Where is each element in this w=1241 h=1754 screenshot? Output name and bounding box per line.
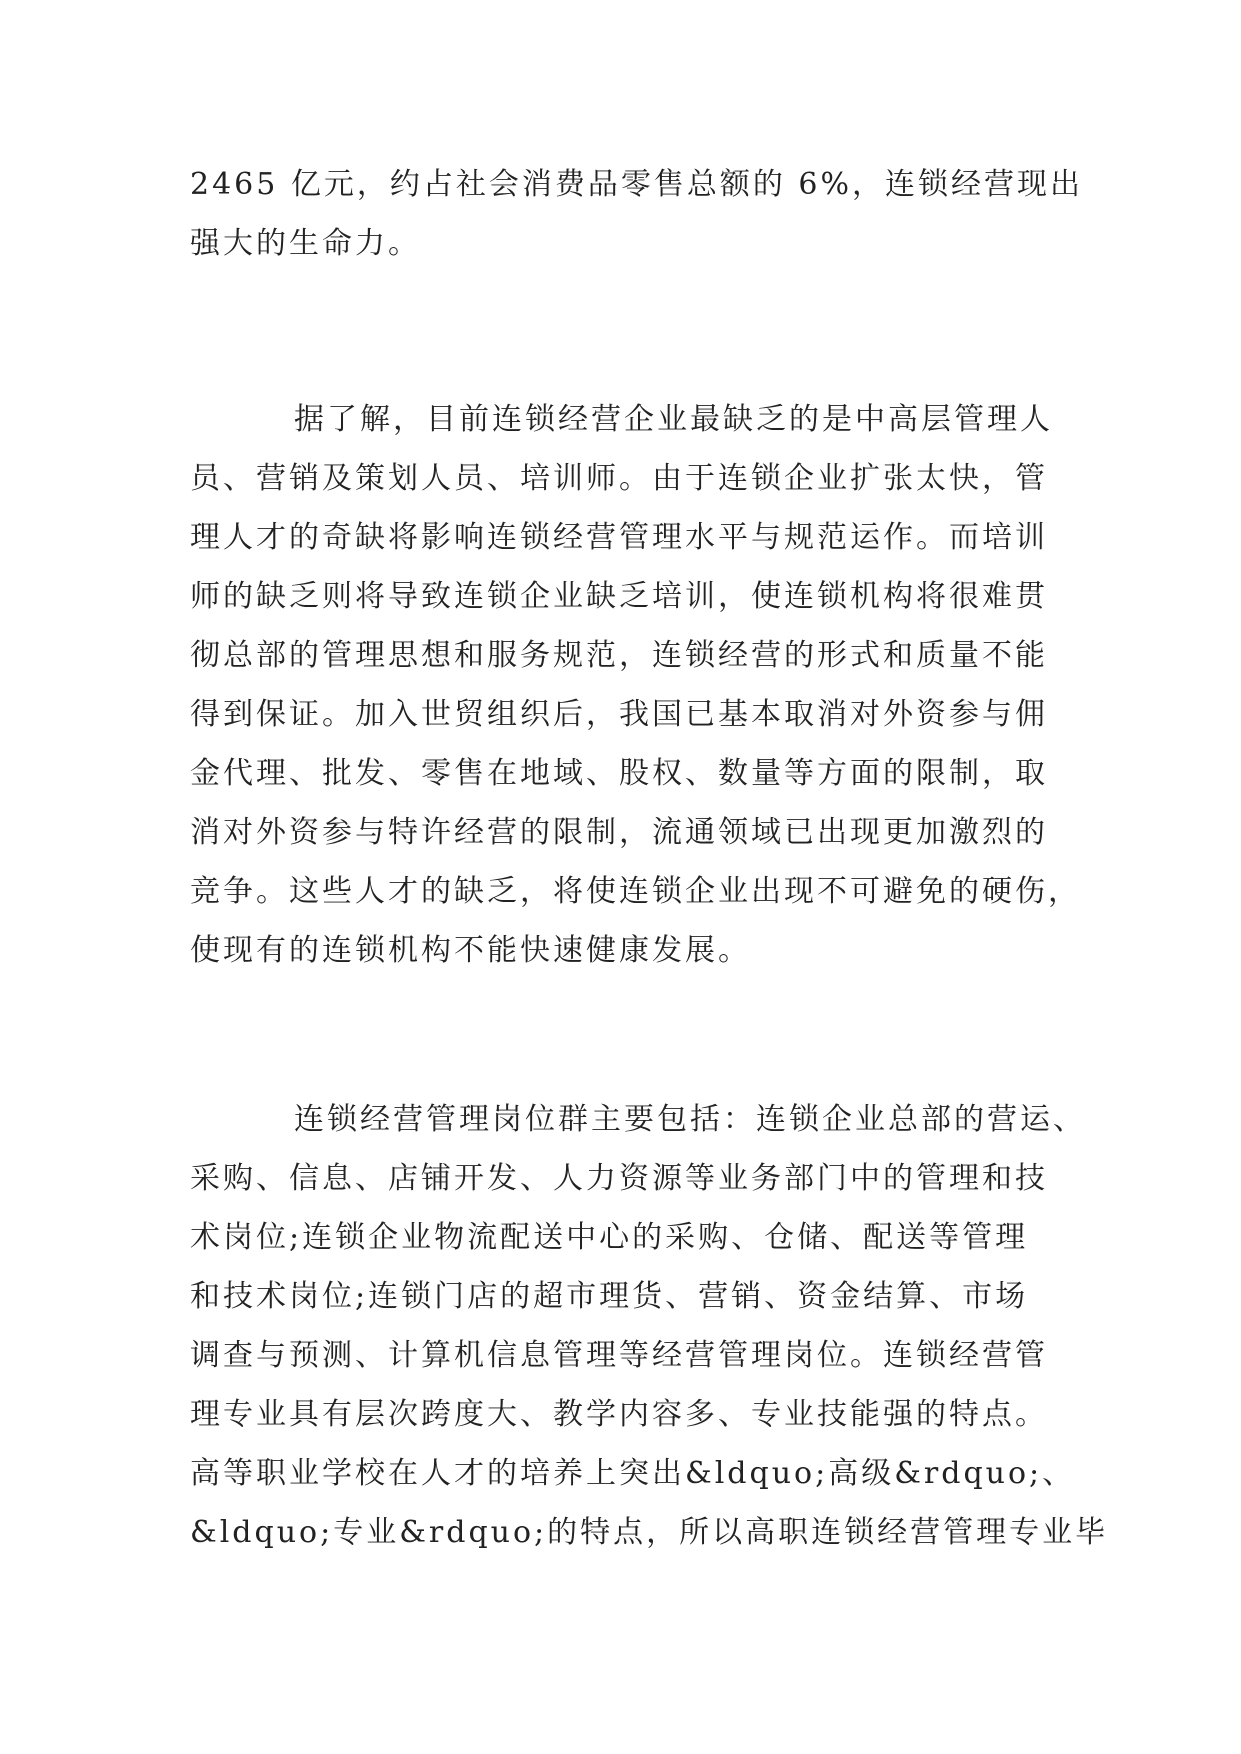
text-line: 高等职业学校在人才的培养上突出&ldquo;高级&rdquo;、 [190,1456,1076,1491]
text-line: 得到保证。加入世贸组织后，我国已基本取消对外资参与佣 [190,697,1048,732]
paragraph-job-positions [190,1090,1109,1562]
text-line: 金代理、批发、零售在地域、股权、数量等方面的限制，取 [190,756,1048,791]
text-line: 2465 亿元，约占社会消费品零售总额的 6%，连锁经营现出 [190,167,1084,202]
text-line: 和技术岗位;连锁门店的超市理货、营销、资金结算、市场 [190,1279,1029,1314]
paragraph-talent-shortage [190,390,1081,980]
text-line: 调查与预测、计算机信息管理等经营管理岗位。连锁经营管 [190,1338,1048,1373]
text-line: 术岗位;连锁企业物流配送中心的采购、仓储、配送等管理 [190,1220,1029,1255]
text-line: 连锁经营管理岗位群主要包括：连锁企业总部的营运、 [294,1102,1086,1137]
text-line: 强大的生命力。 [190,226,421,261]
text-line: 师的缺乏则将导致连锁企业缺乏培训，使连锁机构将很难贯 [190,579,1048,614]
text-line: 彻总部的管理思想和服务规范，连锁经营的形式和质量不能 [190,638,1048,673]
text-line: 理专业具有层次跨度大、教学内容多、专业技能强的特点。 [190,1397,1048,1432]
paragraph-chain-retail-sales [190,155,1084,273]
text-line: 采购、信息、店铺开发、人力资源等业务部门中的管理和技 [190,1161,1048,1196]
text-line: 员、营销及策划人员、培训师。由于连锁企业扩张太快，管 [190,461,1048,496]
text-line: 消对外资参与特许经营的限制，流通领域已出现更加激烈的 [190,815,1048,850]
text-line: 使现有的连锁机构不能快速健康发展。 [190,933,751,968]
text-line: 竞争。这些人才的缺乏，将使连锁企业出现不可避免的硬伤， [190,874,1081,909]
text-line: 据了解，目前连锁经营企业最缺乏的是中高层管理人 [294,402,1053,437]
text-line: &ldquo;专业&rdquo;的特点，所以高职连锁经营管理专业毕 [190,1515,1109,1550]
text-line: 理人才的奇缺将影响连锁经营管理水平与规范运作。而培训 [190,520,1048,555]
